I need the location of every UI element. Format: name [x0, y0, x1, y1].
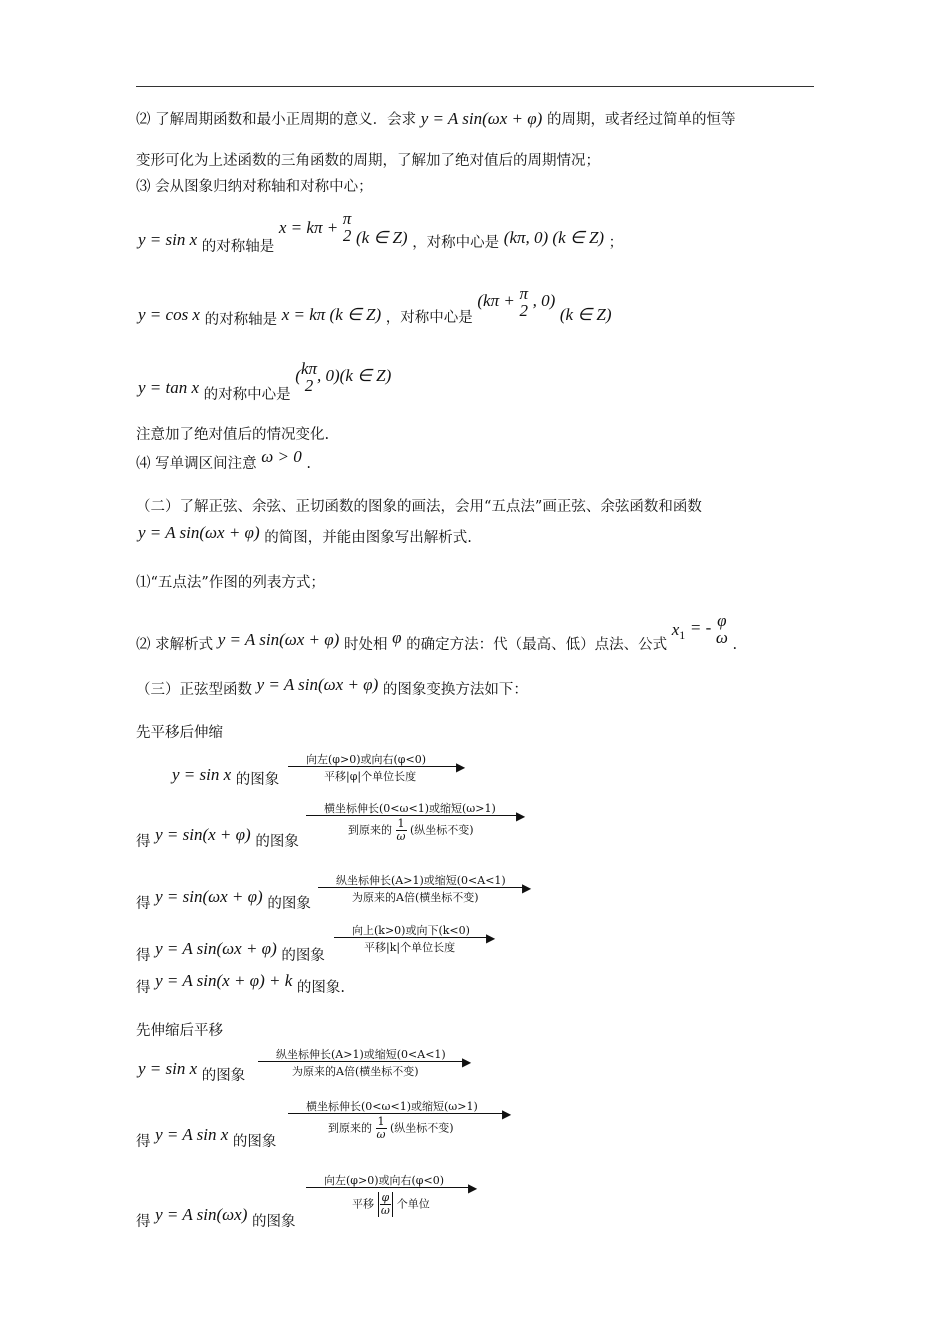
sin-axis-formula: x = kπ +: [278, 218, 339, 237]
cos-formula: y = cos x: [138, 305, 200, 324]
fraction-denominator: ω: [715, 628, 728, 647]
section-two-text-b: 的简图，并能由图象写出解析式.: [264, 530, 472, 546]
analytic-text-c: 的确定方法：代（最高、低）点法、公式: [406, 637, 668, 653]
arrow-top-label: 纵坐标伸长(A>1)或缩短(0<A<1): [336, 874, 506, 887]
monotonic-note: [136, 447, 311, 472]
sin-center-text: ，对称中心是: [412, 235, 500, 251]
analytic-formula: y = A sin(ωx + φ): [217, 630, 340, 649]
arrow-bottom-text: 到原来的: [328, 1121, 372, 1135]
x1-symbol: x: [671, 620, 680, 639]
x1-equals: = -: [689, 618, 712, 637]
fraction-numerator: φ: [717, 611, 727, 630]
cos-symmetry-line: [138, 283, 612, 328]
analytic-text-a: ⑵ 求解析式: [136, 637, 214, 653]
m2-step2-text: 的图象: [232, 1134, 277, 1150]
symmetry-heading: ⑶ 会从图象归纳对称轴和对称中心；: [136, 179, 373, 195]
k-pi-over-2-fraction: [301, 360, 317, 394]
tan-symmetry-line: [138, 350, 392, 403]
section-three-line: [136, 675, 528, 698]
m1-step2: [136, 825, 299, 850]
arrow-line: [288, 1113, 506, 1114]
sin-symmetry-line: [138, 208, 624, 255]
sin-center-formula: (kπ, 0) (k ∈ Z): [503, 228, 605, 247]
section-two-text: （二）了解正弦、余弦、正切函数的图象的画法，会用“五点法”画正弦、余弦函数和函数: [136, 499, 702, 515]
arrow-bottom-label: 平移|k|个单位长度: [364, 941, 456, 954]
sin-axis-text: 的对称轴是: [201, 239, 275, 255]
period-text-b: 的周期，或者经过简单的恒等: [546, 112, 736, 128]
arrow-bottom-text-2: (纵坐标不变): [390, 1121, 454, 1135]
m2-step1: [138, 1059, 246, 1084]
one-over-omega-fraction: [376, 1116, 387, 1141]
fraction-numerator: 1: [397, 817, 405, 830]
pi-over-2-fraction: [343, 210, 352, 244]
fraction-numerator: π: [342, 209, 352, 228]
method-two-title: 先伸缩后平移: [136, 1023, 223, 1039]
header-rule: [136, 86, 814, 87]
arrow-bottom-label: 平移|φ|个单位长度: [324, 770, 417, 783]
m1-step1-text: 的图象: [235, 772, 280, 788]
m1-step3-formula: y = sin(ωx + φ): [155, 887, 263, 906]
m1-step2-text: 的图象: [255, 834, 299, 850]
arrow-bottom-label: [348, 818, 474, 843]
m1-step5-formula: y = A sin(x + φ) + k: [155, 971, 293, 990]
sin-axis-condition: (k ∈ Z): [355, 228, 408, 247]
m2-step2-de: 得: [136, 1134, 151, 1150]
section-two-formula: y = A sin(ωx + φ): [138, 523, 260, 542]
abs-note: 注意加了绝对值后的情况变化.: [136, 427, 330, 443]
period-line-2: 变形可化为上述函数的三角函数的周期，了解加了绝对值后的周期情况；: [136, 153, 600, 169]
section-three-text-b: 的图象变换方法如下：: [382, 682, 528, 698]
cos-center-condition: (k ∈ Z): [559, 305, 612, 324]
arrow-bottom-text: 到原来的: [348, 823, 392, 837]
one-over-omega-fraction: [396, 818, 407, 843]
arrow-bottom-label: [352, 1192, 430, 1217]
arrow-line: [306, 1187, 472, 1188]
fraction-denominator: 2: [342, 226, 352, 245]
method-one-title: 先平移后伸缩: [136, 725, 223, 741]
period-text-a: ⑵ 了解周期函数和最小正周期的意义．会求: [136, 112, 417, 128]
arrow-head-icon: ▶: [468, 1181, 478, 1195]
section-three-text-a: （三）正弦型函数: [136, 682, 252, 698]
fraction-denominator: 2: [304, 376, 314, 395]
fraction-numerator: 1: [377, 1115, 385, 1128]
m2-step2-formula: y = A sin x: [155, 1125, 229, 1144]
phi-over-omega-fraction: [716, 612, 728, 646]
cos-center-close: , 0): [532, 291, 556, 310]
fraction-numerator: φ: [381, 1191, 390, 1204]
arrow-head-icon: ▶: [522, 881, 532, 895]
arrow-head-icon: ▶: [456, 760, 466, 774]
m1-step2-de: 得: [136, 834, 151, 850]
m1-step1-formula: y = sin x: [172, 765, 232, 784]
arrow-top-label: 向左(φ>0)或向右(φ<0): [324, 1174, 445, 1187]
m1-step5-de: 得: [136, 980, 151, 996]
m2-step1-text: 的图象: [201, 1068, 246, 1084]
arrow-bottom-text-2: (纵坐标不变): [410, 823, 474, 837]
arrow-line: [306, 815, 520, 816]
sin-line-end: ；: [608, 235, 624, 251]
arrow-head-icon: ▶: [462, 1055, 472, 1069]
m2-step2: [136, 1125, 277, 1150]
m1-step4-formula: y = A sin(ωx + φ): [155, 939, 277, 958]
tan-center-open: (: [295, 366, 301, 385]
fraction-denominator: ω: [376, 1128, 386, 1141]
arrow-bottom-text-2: 个单位: [396, 1197, 430, 1211]
arrow-head-icon: ▶: [516, 809, 526, 823]
monotonic-end: .: [306, 456, 311, 472]
m1-step2-formula: y = sin(x + φ): [155, 825, 251, 844]
cos-axis-text: 的对称轴是: [204, 312, 278, 328]
tan-center-text: 的对称中心是: [203, 387, 291, 403]
fraction-numerator: π: [519, 284, 528, 303]
m2-step3-text: 的图象: [251, 1214, 296, 1230]
m1-step5: [136, 971, 345, 996]
m2-step1-formula: y = sin x: [138, 1059, 198, 1078]
phase-symbol: φ: [392, 628, 402, 647]
five-point-list: ⑴“五点法”作图的列表方式；: [136, 575, 325, 591]
analytic-text-b: 时处相: [343, 637, 388, 653]
arrow-bottom-label: 为原来的A倍(横坐标不变): [352, 891, 479, 904]
tan-center-rest: , 0)(k ∈ Z): [317, 366, 392, 385]
fraction-numerator: kπ: [300, 359, 317, 378]
x1-subscript: 1: [679, 628, 686, 642]
fraction-denominator: ω: [396, 830, 406, 843]
m1-step3-de: 得: [136, 896, 151, 912]
fraction-denominator: 2: [519, 301, 528, 320]
period-formula: y = A sin(ωx + φ): [420, 109, 543, 128]
arrow-line: [258, 1061, 466, 1062]
m1-step4-text: 的图象: [281, 948, 325, 964]
m2-step3-de: 得: [136, 1214, 151, 1230]
analytic-formula-line: [136, 600, 738, 653]
arrow-line: [288, 766, 460, 767]
arrow-top-label: 横坐标伸长(0<ω<1)或缩短(ω>1): [324, 802, 496, 815]
sin-formula: y = sin x: [138, 230, 198, 249]
arrow-top-label: 向上(k>0)或向下(k<0): [352, 924, 470, 937]
arrow-line: [334, 937, 490, 938]
m1-step5-text: 的图象.: [296, 980, 345, 996]
arrow-top-label: 向左(φ>0)或向右(φ<0): [306, 753, 427, 766]
cos-axis-formula: x = kπ (k ∈ Z): [281, 305, 382, 324]
arrow-top-label: 纵坐标伸长(A>1)或缩短(0<A<1): [276, 1048, 446, 1061]
fraction-denominator: ω: [380, 1204, 390, 1217]
m2-step3-formula: y = A sin(ωx): [155, 1205, 248, 1224]
phi-over-omega-abs-fraction: [378, 1192, 394, 1217]
arrow-top-label: 横坐标伸长(0<ω<1)或缩短(ω>1): [306, 1100, 478, 1113]
arrow-head-icon: ▶: [486, 931, 496, 945]
cos-center-text: ，对称中心是: [385, 310, 473, 326]
cos-center-open: (kπ +: [477, 291, 515, 310]
m1-step3: [136, 887, 311, 912]
m1-step1: [172, 765, 280, 788]
period-line: [136, 110, 735, 129]
m2-step3: [136, 1205, 296, 1230]
m1-step4: [136, 939, 325, 964]
arrow-head-icon: ▶: [502, 1107, 512, 1121]
arrow-line: [318, 887, 526, 888]
m1-step4-de: 得: [136, 948, 151, 964]
cos-pi-over-2-fraction: [519, 285, 528, 319]
analytic-end: .: [732, 637, 738, 653]
monotonic-text: ⑷ 写单调区间注意: [136, 456, 257, 472]
arrow-bottom-text: 平移: [352, 1197, 374, 1211]
section-three-formula: y = A sin(ωx + φ): [256, 675, 379, 694]
arrow-bottom-label: [328, 1116, 454, 1141]
section-two-line-2: [138, 523, 472, 546]
tan-formula: y = tan x: [138, 378, 200, 397]
omega-condition: ω > 0: [261, 447, 302, 466]
arrow-bottom-label: 为原来的A倍(横坐标不变): [292, 1065, 419, 1078]
m1-step3-text: 的图象: [267, 896, 311, 912]
